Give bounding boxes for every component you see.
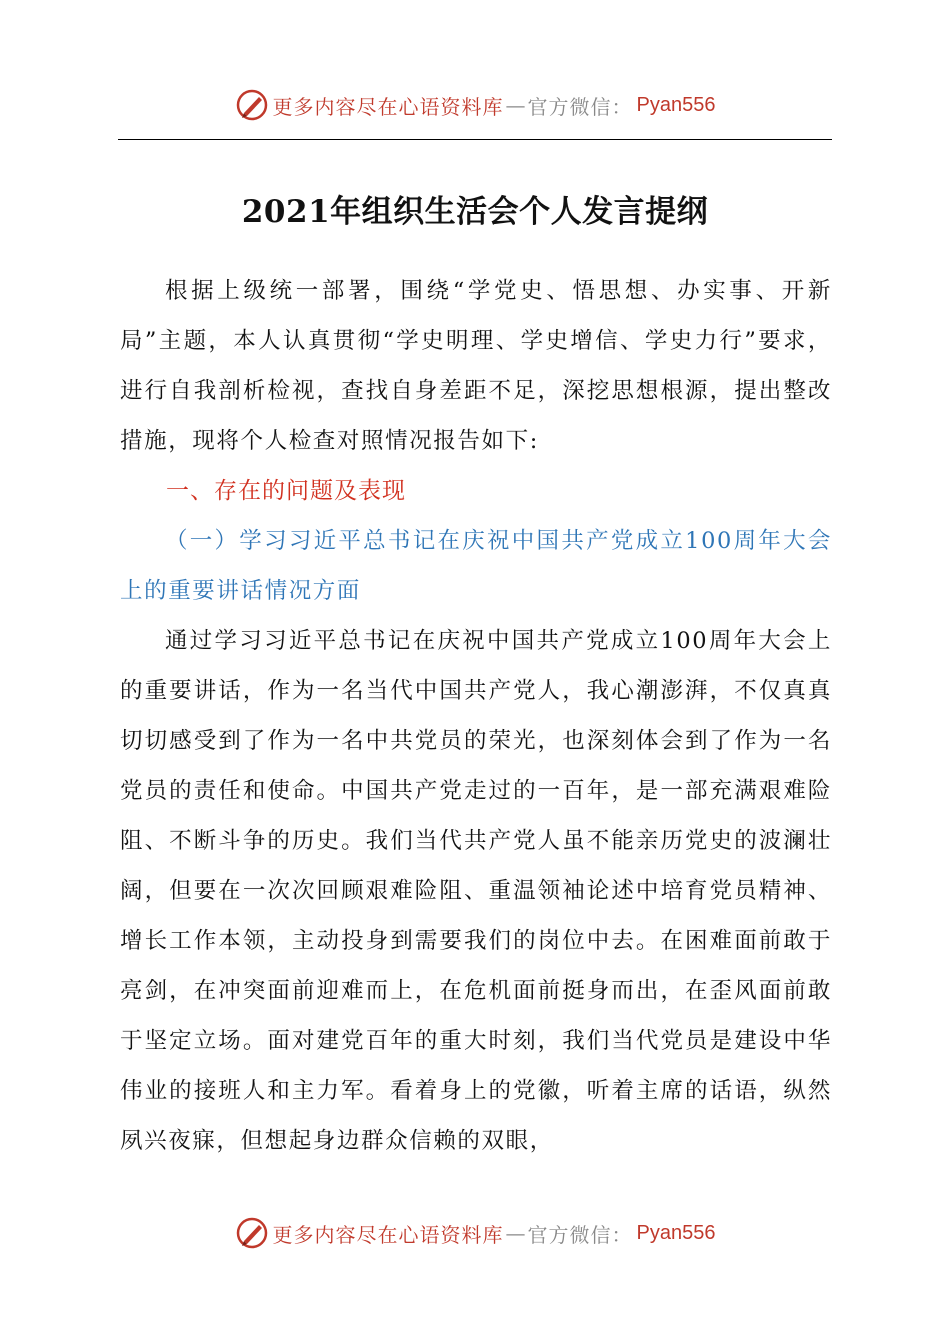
watermark-dash: — bbox=[505, 93, 526, 117]
footer-watermark bbox=[0, 1212, 950, 1254]
watermark-brand: 更多内容尽在心语资料库 bbox=[272, 94, 504, 119]
watermark-dash: — bbox=[505, 1221, 526, 1245]
body-paragraph: 通过学习习近平总书记在庆祝中国共产党成立100周年大会上的重要讲话，作为一名当代中国共产党人，我心潮澎湃，不仅真真切切感受到了作为一名中共党员的荣光，也深刻体会到了作为一名党员的责任和使命。中国共产党走过的一百年，是一部充满艰难险阻、不断斗争的历史。我们当代共产党人虽不能亲历党史的波澜壮阔，但要在一次次回顾艰难险阻、重温领袖论述中培育党员精神、增长工作本领，主动投身到需要我们的岗位中去。在困难面前敢于亮剑，在冲突面前迎难而上，在危机面前挺身而出，在歪风面前敢于坚定立场。面对建党百年的重大时刻，我们当代党员是建设中华伟业的接班人和主力军。看着身上的党徽，听着主席的话语，纵然夙兴夜寐，但想起身边群众信赖的双眼， bbox=[120, 628, 832, 1154]
watermark-brand: 更多内容尽在心语资料库 bbox=[272, 1222, 504, 1247]
pen-logo-icon bbox=[235, 88, 269, 122]
header-divider bbox=[118, 139, 832, 140]
watermark-wechat-id: Pyan556 bbox=[636, 1221, 716, 1244]
watermark-wechat-label: 官方微信： bbox=[527, 94, 633, 119]
intro-paragraph: 根据上级统一部署，围绕“学党史、悟思想、办实事、开新局”主题，本人认真贯彻“学史明理、学史增信、学史力行”要求，进行自我剖析检视，查找自身差距不足，深挖思想根源，提出整改措施，现将个人检查对照情况报告如下: bbox=[120, 278, 832, 454]
document-body bbox=[120, 266, 832, 1166]
pen-logo-icon bbox=[235, 1216, 269, 1250]
watermark-wechat-label: 官方微信： bbox=[527, 1222, 633, 1247]
section-heading: 一、存在的问题及表现 bbox=[166, 478, 406, 504]
subsection-heading: （一）学习习近平总书记在庆祝中国共产党成立100周年大会上的重要讲话情况方面 bbox=[120, 528, 832, 604]
header-watermark bbox=[0, 84, 950, 126]
document-title: 2021年组织生活会个人发言提纲 bbox=[241, 194, 709, 230]
watermark-wechat-id: Pyan556 bbox=[636, 93, 716, 116]
